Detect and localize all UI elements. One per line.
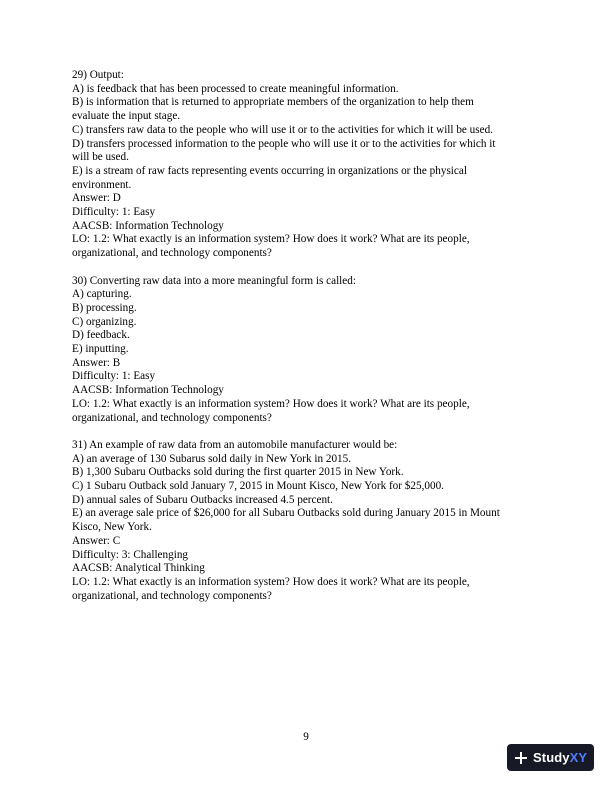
option-a: A) is feedback that has been processed to create meaningful information. (72, 82, 399, 95)
aacsb: AACSB: Information Technology (72, 219, 224, 232)
answer: Answer: C (72, 534, 121, 547)
learning-objective-continued: organizational, and technology components? (72, 589, 272, 602)
option-e: E) an average sale price of $26,000 for all Subaru Outbacks sold during January 2015 in Mount (72, 507, 500, 520)
aacsb: AACSB: Analytical Thinking (72, 562, 205, 575)
learning-objective-continued: organizational, and technology components? (72, 247, 272, 260)
option-a: A) an average of 130 Subarus sold daily in New York in 2015. (72, 452, 352, 465)
difficulty: Difficulty: 1: Easy (72, 370, 156, 383)
question-30 (72, 275, 542, 426)
option-d: D) transfers processed information to the people who will use it or to the activities for which it (72, 137, 496, 150)
question-stem: 31) An example of raw data from an automobile manufacturer would be: (72, 438, 398, 451)
option-d: D) annual sales of Subaru Outbacks increased 4.5 percent. (72, 493, 333, 506)
option-b: B) processing. (72, 301, 137, 314)
option-b: B) is information that is returned to appropriate members of the organization to help them (72, 96, 474, 109)
brand-main: Study (533, 750, 570, 765)
option-e: E) is a stream of raw facts representing events occurring in organizations or the physical (72, 164, 467, 177)
page-number: 9 (303, 731, 309, 743)
question-stem: 29) Output: (72, 69, 124, 81)
learning-objective: LO: 1.2: What exactly is an information system? How does it work? What are its people, (72, 233, 470, 246)
option-b: B) 1,300 Subaru Outbacks sold during the first quarter 2015 in New York. (72, 466, 404, 479)
option-e-continued: environment. (72, 178, 132, 191)
difficulty: Difficulty: 1: Easy (72, 206, 156, 219)
question-29 (72, 69, 542, 261)
option-c: C) transfers raw data to the people who will use it or to the activities for which it will be used. (72, 123, 493, 136)
studyxy-logo-text (533, 750, 587, 765)
aacsb: AACSB: Information Technology (72, 384, 224, 397)
learning-objective-continued: organizational, and technology components? (72, 411, 272, 424)
option-e: E) inputting. (72, 343, 129, 356)
difficulty: Difficulty: 3: Challenging (72, 548, 189, 561)
option-b-continued: evaluate the input stage. (72, 110, 181, 123)
option-c: C) 1 Subaru Outback sold January 7, 2015 in Mount Kisco, New York for $25,000. (72, 480, 444, 493)
option-d: D) feedback. (72, 329, 130, 342)
option-d-continued: will be used. (72, 151, 129, 164)
answer: Answer: B (72, 356, 121, 369)
option-a: A) capturing. (72, 288, 132, 301)
learning-objective: LO: 1.2: What exactly is an information system? How does it work? What are its people, (72, 397, 470, 410)
question-list (72, 69, 542, 617)
learning-objective: LO: 1.2: What exactly is an information system? How does it work? What are its people, (72, 575, 470, 588)
plus-icon (515, 752, 527, 764)
question-31 (72, 439, 542, 603)
option-c: C) organizing. (72, 315, 137, 328)
answer: Answer: D (72, 192, 121, 205)
option-e-continued: Kisco, New York. (72, 521, 152, 534)
question-stem: 30) Converting raw data into a more meaningful form is called: (72, 274, 356, 287)
studyxy-badge-button[interactable] (507, 744, 594, 771)
brand-accent: XY (569, 750, 588, 765)
